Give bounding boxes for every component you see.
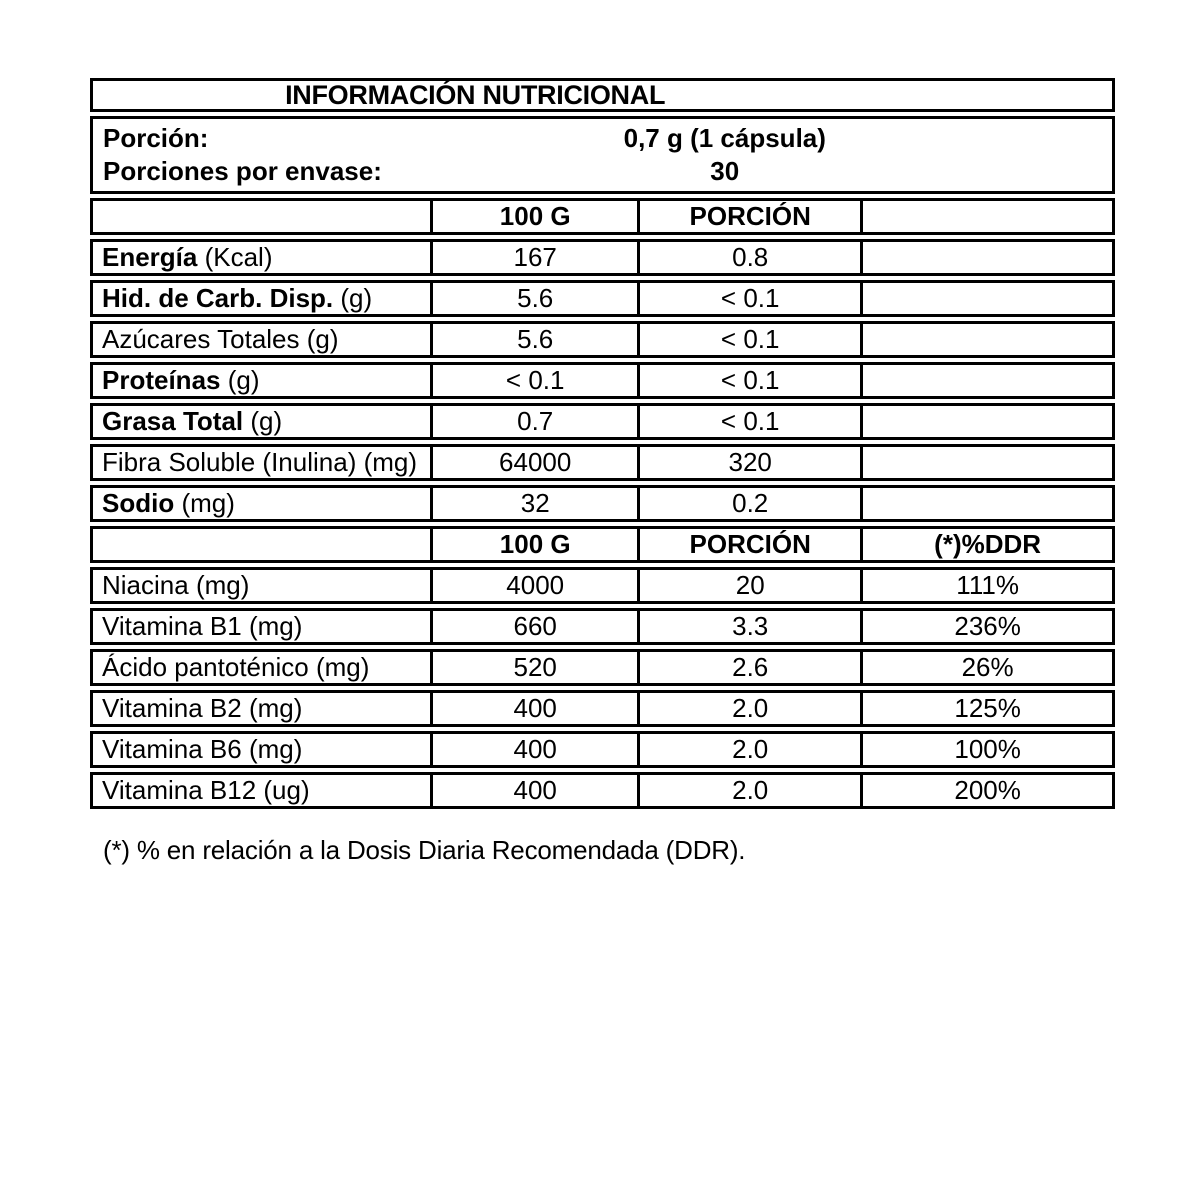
column-header-100g: 100 G [430, 529, 637, 560]
nutrient-name-text: Vitamina B2 [102, 693, 242, 723]
nutrient-unit-text: (g) [243, 406, 283, 436]
nutrient-name-text: Grasa Total [102, 406, 244, 436]
nutrient-name-text: Azúcares Totales [102, 324, 300, 354]
value-per-100g: 660 [430, 611, 637, 642]
value-per-serving: 20 [637, 570, 860, 601]
nutrient-unit-text: (mg) [174, 488, 235, 518]
value-per-serving: < 0.1 [637, 406, 860, 437]
value-per-serving: 2.0 [637, 775, 860, 806]
value-ddr-percent: 100% [860, 734, 1112, 765]
value-ddr-percent: 236% [860, 611, 1112, 642]
nutrient-row [90, 690, 1115, 727]
nutrient-row [90, 649, 1115, 686]
page-title: INFORMACIÓN NUTRICIONAL [285, 79, 666, 110]
value-ddr-percent [860, 242, 1112, 273]
column-header-porcion: PORCIÓN [637, 529, 860, 560]
serving-size-value: 0,7 g (1 cápsula) [623, 123, 826, 153]
nutrient-row [90, 321, 1115, 358]
nutrient-name-text: Sodio [102, 488, 175, 518]
nutrient-name [93, 652, 430, 683]
value-per-serving: 2.0 [637, 693, 860, 724]
value-per-100g: 4000 [430, 570, 637, 601]
value-per-serving: 0.8 [637, 242, 860, 273]
nutrient-unit-text: (Kcal) [197, 242, 273, 272]
nutrient-name-text: Fibra Soluble (Inulina) [102, 447, 357, 477]
value-per-serving: < 0.1 [637, 365, 860, 396]
nutrient-unit-text: (mg) [308, 652, 370, 682]
value-per-100g: 64000 [430, 447, 637, 478]
value-ddr-percent: 125% [860, 693, 1112, 724]
value-ddr-percent [860, 324, 1112, 355]
nutrient-row [90, 731, 1115, 768]
servings-per-container-line [93, 155, 1112, 188]
nutrient-unit-text: (mg) [241, 611, 303, 641]
value-per-serving: 0.2 [637, 488, 860, 519]
value-per-100g: 5.6 [430, 324, 637, 355]
nutrient-row [90, 403, 1115, 440]
nutrition-facts-panel [90, 78, 1115, 866]
nutrient-sections [90, 198, 1115, 809]
nutrient-name-text: Vitamina B1 [102, 611, 242, 641]
nutrient-name-text: Proteínas [102, 365, 221, 395]
nutrient-name [93, 242, 430, 273]
nutrient-row [90, 444, 1115, 481]
nutrient-name-text: Hid. de Carb. Disp. [102, 283, 334, 313]
nutrient-name [93, 693, 430, 724]
value-ddr-percent [860, 406, 1112, 437]
serving-size-label: Porción: [103, 123, 209, 153]
nutrient-unit-text: (g) [333, 283, 373, 313]
nutrient-name [93, 447, 430, 478]
nutrient-row [90, 567, 1115, 604]
nutrient-name-text: Vitamina B6 [102, 734, 242, 764]
column-header-100g: 100 G [430, 201, 637, 232]
value-per-serving: < 0.1 [637, 324, 860, 355]
nutrient-unit-text: (mg) [188, 570, 250, 600]
value-ddr-percent: 26% [860, 652, 1112, 683]
column-header-ddr: (*)%DDR [860, 529, 1112, 560]
serving-size-line [93, 122, 1112, 155]
title-box [90, 78, 1115, 112]
nutrient-name [93, 611, 430, 642]
value-ddr-percent: 200% [860, 775, 1112, 806]
nutrient-name [93, 406, 430, 437]
nutrient-name [93, 365, 430, 396]
value-per-100g: 0.7 [430, 406, 637, 437]
nutrient-row [90, 608, 1115, 645]
value-per-100g: 5.6 [430, 283, 637, 314]
value-ddr-percent [860, 447, 1112, 478]
column-header-porcion: PORCIÓN [637, 201, 860, 232]
nutrient-unit-text: (g) [299, 324, 339, 354]
value-ddr-percent [860, 488, 1112, 519]
column-header-ddr [860, 201, 1112, 232]
nutrient-row [90, 239, 1115, 276]
servings-per-container-value: 30 [710, 156, 740, 186]
nutrient-name-text: Energía [102, 242, 198, 272]
nutrient-name-text: Niacina [102, 570, 189, 600]
nutrient-row [90, 362, 1115, 399]
value-per-100g: 400 [430, 693, 637, 724]
nutrient-unit-text: (g) [220, 365, 260, 395]
value-per-serving: 3.3 [637, 611, 860, 642]
nutrient-name [93, 283, 430, 314]
serving-info-box [90, 116, 1115, 194]
value-per-serving: 320 [637, 447, 860, 478]
value-per-100g: 520 [430, 652, 637, 683]
column-header-row [90, 198, 1115, 235]
nutrient-row [90, 772, 1115, 809]
nutrient-name [93, 775, 430, 806]
value-per-100g: 400 [430, 775, 637, 806]
value-ddr-percent [860, 283, 1112, 314]
value-per-100g: < 0.1 [430, 365, 637, 396]
column-header-blank [93, 201, 430, 232]
value-per-100g: 167 [430, 242, 637, 273]
nutrient-name [93, 734, 430, 765]
column-header-blank [93, 529, 430, 560]
nutrient-name-text: Vitamina B12 [102, 775, 257, 805]
value-per-serving: 2.0 [637, 734, 860, 765]
nutrient-unit-text: (mg) [241, 693, 303, 723]
nutrient-name [93, 488, 430, 519]
nutrient-row [90, 280, 1115, 317]
servings-per-container-label: Porciones por envase: [103, 156, 382, 186]
column-header-row [90, 526, 1115, 563]
nutrient-unit-text: (mg) [241, 734, 303, 764]
value-per-100g: 400 [430, 734, 637, 765]
nutrient-name [93, 324, 430, 355]
value-per-100g: 32 [430, 488, 637, 519]
nutrient-name-text: Ácido pantoténico [102, 652, 309, 682]
value-per-serving: 2.6 [637, 652, 860, 683]
value-ddr-percent: 111% [860, 570, 1112, 601]
value-ddr-percent [860, 365, 1112, 396]
nutrient-name [93, 570, 430, 601]
nutrient-unit-text: (mg) [356, 447, 418, 477]
nutrient-unit-text: (ug) [256, 775, 310, 805]
nutrient-row [90, 485, 1115, 522]
value-per-serving: < 0.1 [637, 283, 860, 314]
footnote: (*) % en relación a la Dosis Diaria Recomendada (DDR). [103, 835, 746, 865]
